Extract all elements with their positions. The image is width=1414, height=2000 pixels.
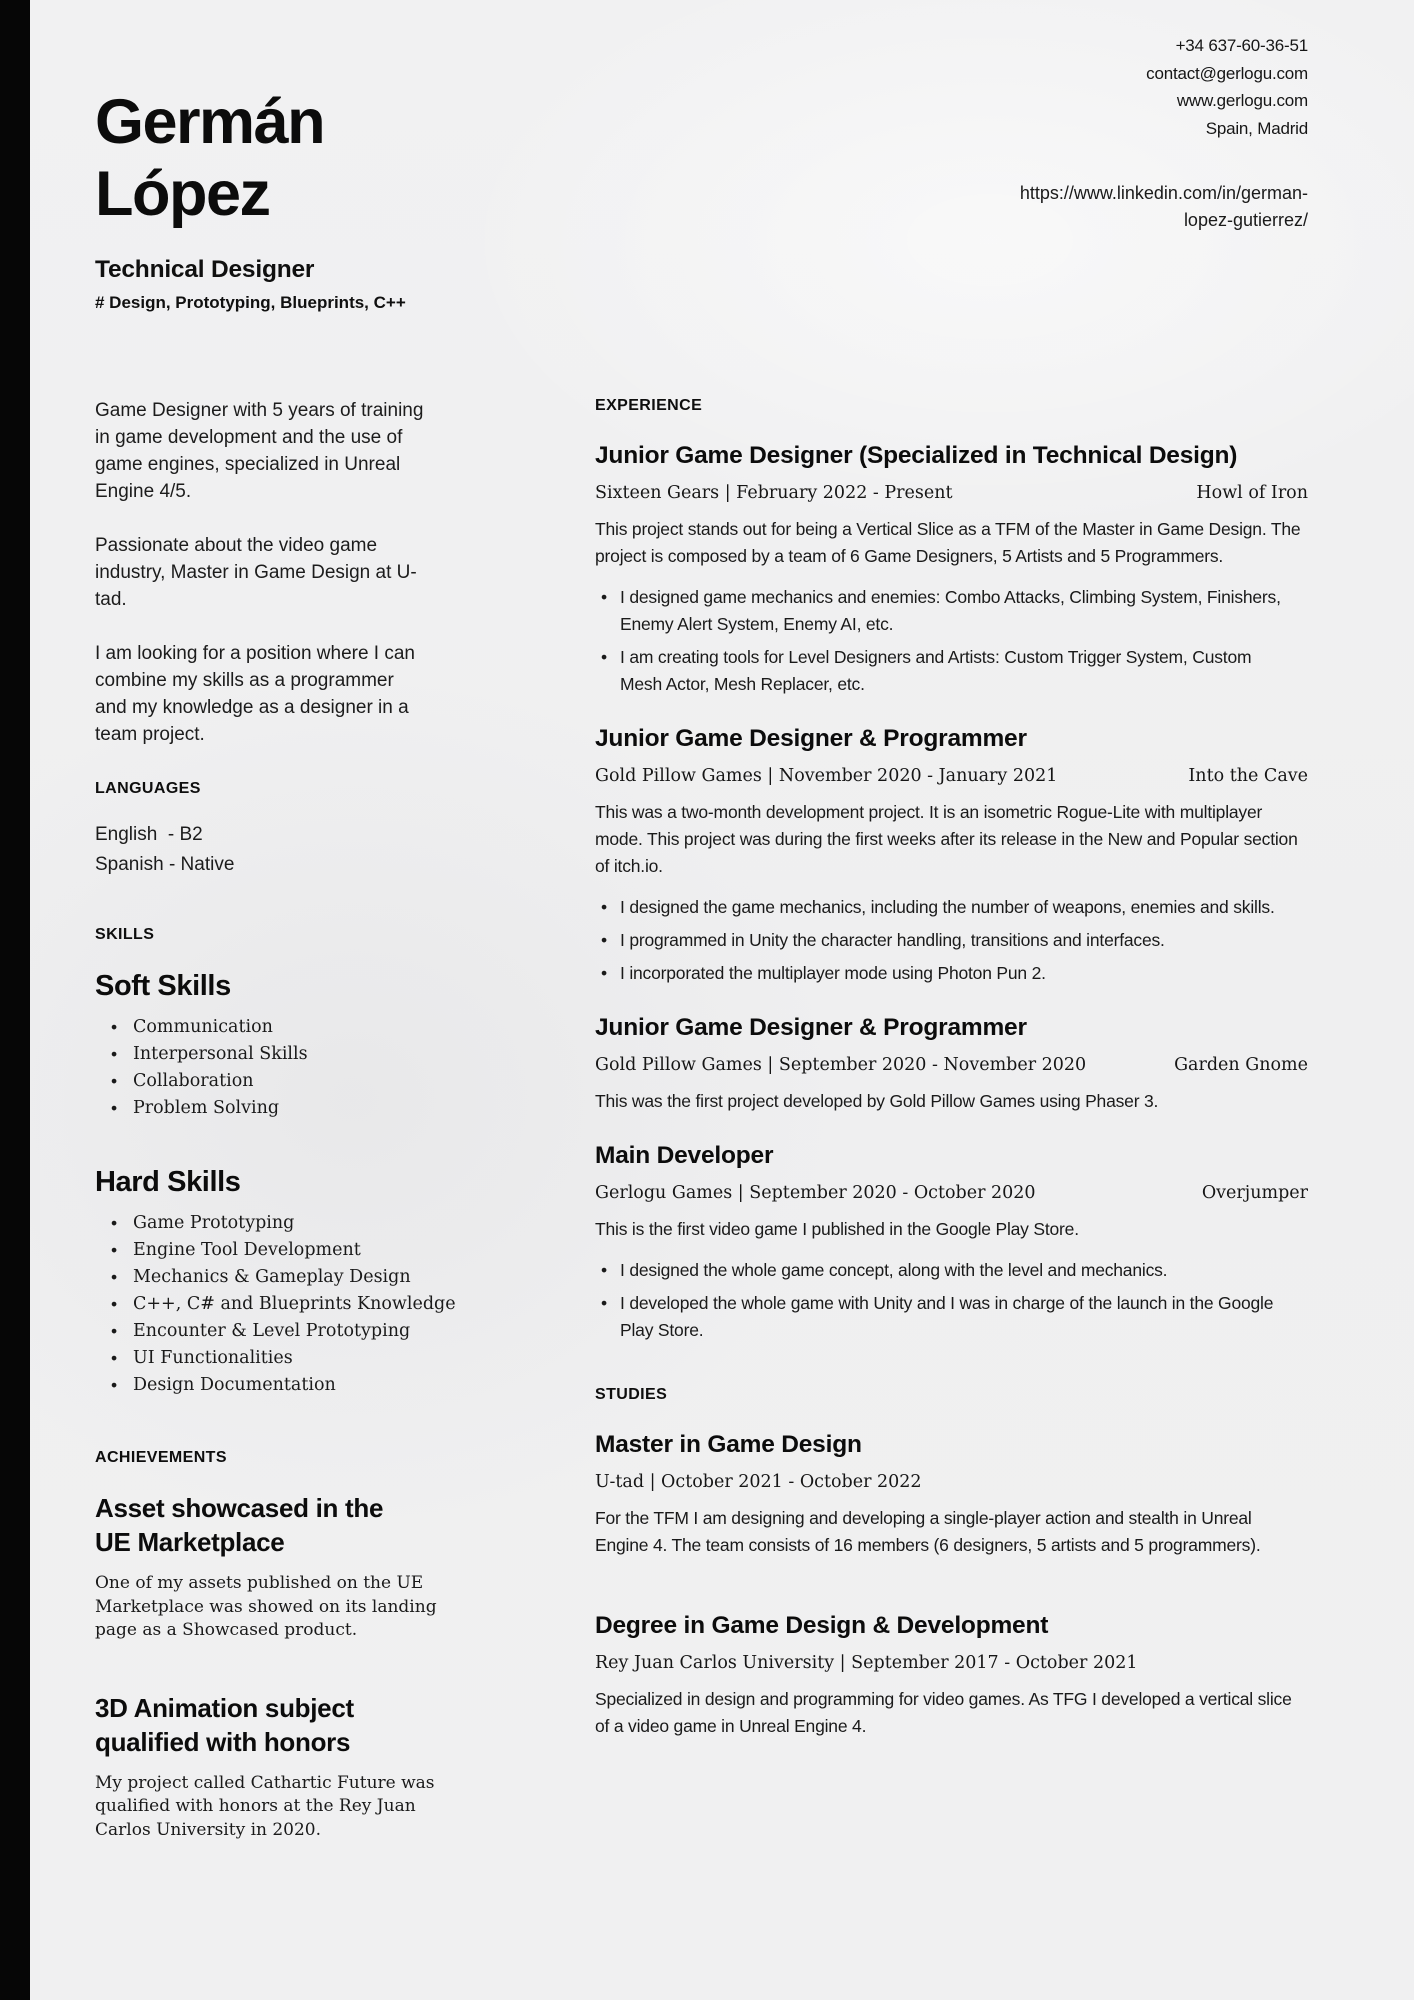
job-project-name: Into the Cave (1188, 766, 1308, 786)
list-item: • Engine Tool Development (95, 1239, 470, 1262)
list-item: • I am creating tools for Level Designers and Artists: Custom Trigger System, Custom Mesh Actor, Mesh Replacer, etc. (595, 644, 1285, 698)
person-name (95, 86, 406, 230)
study-entry (595, 1609, 1308, 1740)
phone-text: +34 637-60-36-51 (1175, 36, 1308, 55)
left-column (95, 397, 470, 1842)
experience-entry (595, 439, 1308, 698)
soft-skills-heading: Soft Skills (95, 970, 231, 1002)
job-title: Junior Game Designer (Specialized in Technical Design) (595, 442, 1238, 469)
section-label-languages: LANGUAGES (95, 780, 201, 797)
left-accent-bar (0, 0, 30, 2000)
list-item: • Mechanics & Gameplay Design (95, 1266, 470, 1289)
experience-entry (595, 1011, 1308, 1115)
summary-paragraph: Game Designer with 5 years of training in game development and the use of game engines, specialized in Unreal Engine 4/5. (95, 400, 424, 502)
list-item: • Communication (95, 1016, 470, 1039)
soft-skills-list (95, 1016, 470, 1120)
study-title: Master in Game Design (595, 1431, 862, 1458)
job-company-period: Gold Pillow Games | September 2020 - November 2020 (595, 1055, 1087, 1075)
list-item: • Design Documentation (95, 1374, 470, 1397)
list-item: • I incorporated the multiplayer mode using Photon Pun 2. (595, 960, 1285, 987)
job-bullet-list (595, 584, 1308, 698)
job-company-period: Gerlogu Games | September 2020 - October 2020 (595, 1183, 1036, 1203)
resume-page (95, 0, 1308, 1842)
job-title: Junior Game Designer & Programmer (595, 725, 1027, 752)
job-description: This was a two-month development project. It is an isometric Rogue-Lite with multiplayer mode. This project was during the first weeks after its release in the New and Popular section of itch.io. (595, 802, 1298, 876)
achievement-heading: 3D Animation subject qualified with honors (95, 1692, 354, 1757)
list-item: • C++, C# and Blueprints Knowledge (95, 1293, 470, 1316)
list-item: • I designed the whole game concept, along with the level and mechanics. (595, 1257, 1285, 1284)
section-label-experience: EXPERIENCE (595, 397, 703, 414)
job-company-period: Gold Pillow Games | November 2020 - January 2021 (595, 766, 1058, 786)
study-description: For the TFM I am designing and developing a single-player action and stealth in Unreal Engine 4. The team consists of 16 members (6 designers, 5 artists and 5 programmers). (595, 1508, 1261, 1555)
linkedin-url[interactable] (998, 180, 1308, 234)
list-item: • Encounter & Level Prototyping (95, 1320, 470, 1343)
study-title: Degree in Game Design & Development (595, 1612, 1049, 1639)
job-title: Main Developer (595, 1142, 774, 1169)
study-meta: U-tad | October 2021 - October 2022 (595, 1472, 922, 1492)
name-last-line: López (95, 159, 270, 229)
specialties-tagline: # Design, Prototyping, Blueprints, C++ (95, 293, 406, 312)
list-item: • UI Functionalities (95, 1347, 470, 1370)
job-bullet-list (595, 1257, 1308, 1344)
job-project-name: Garden Gnome (1174, 1055, 1308, 1075)
study-description: Specialized in design and programming for video games. As TFG I developed a vertical slice of a video game in Unreal Engine 4. (595, 1689, 1292, 1736)
list-item: • Interpersonal Skills (95, 1043, 470, 1066)
list-item: • I developed the whole game with Unity and I was in charge of the launch in the Google Play Store. (595, 1290, 1285, 1344)
job-meta (595, 1183, 1308, 1203)
job-meta (595, 483, 1308, 503)
job-project-name: Overjumper (1201, 1183, 1308, 1203)
name-first-line: Germán (95, 87, 325, 157)
study-meta: Rey Juan Carlos University | September 2017 - October 2021 (595, 1653, 1138, 1673)
achievement-item (95, 1691, 470, 1843)
summary-paragraph: Passionate about the video game industry, Master in Game Design at U-tad. (95, 535, 417, 610)
achievement-heading: Asset showcased in the UE Marketplace (95, 1493, 384, 1557)
list-item: • Collaboration (95, 1070, 470, 1093)
main-columns (95, 397, 1308, 1842)
languages-list (95, 820, 470, 880)
list-item: • Problem Solving (95, 1097, 470, 1120)
job-company-period: Sixteen Gears | February 2022 - Present (595, 483, 953, 503)
job-title: Junior Game Designer & Programmer (595, 1014, 1027, 1041)
hard-skills-list (95, 1212, 470, 1397)
section-label-achievements: ACHIEVEMENTS (95, 1449, 227, 1466)
study-entry (595, 1428, 1308, 1559)
header (95, 0, 1308, 313)
job-description: This is the first video game I published in the Google Play Store. (595, 1219, 1079, 1239)
job-bullet-list (595, 894, 1308, 987)
summary-paragraph: I am looking for a position where I can combine my skills as a programmer and my knowledge as a designer in a team project. (95, 643, 416, 745)
job-description: This project stands out for being a Vertical Slice as a TFM of the Master in Game Design. The project is composed by a team of 6 Game Designers, 5 Artists and 5 Programmers. (595, 519, 1301, 566)
experience-entry (595, 722, 1308, 987)
section-label-skills: SKILLS (95, 926, 155, 943)
language-item: English - B2 (95, 824, 203, 845)
hard-skills-heading: Hard Skills (95, 1166, 241, 1198)
achievement-body: One of my assets published on the UE Marketplace was showed on its landing page as a Showcased product. (95, 1573, 437, 1640)
experience-entry (595, 1139, 1308, 1344)
name-block (95, 0, 406, 313)
linkedin-url-line2[interactable]: lopez-gutierrez/ (1183, 210, 1308, 230)
linkedin-url-line1[interactable]: https://www.linkedin.com/in/german- (1019, 183, 1308, 203)
section-label-studies: STUDIES (595, 1386, 668, 1403)
list-item: • Game Prototyping (95, 1212, 470, 1235)
list-item: • I designed game mechanics and enemies: Combo Attacks, Climbing System, Finishers, Enemy Alert System, Enemy AI, etc. (595, 584, 1285, 638)
contact-block (988, 0, 1308, 313)
right-column (595, 397, 1308, 1842)
language-item: Spanish - Native (95, 854, 235, 875)
list-item: • I designed the game mechanics, including the number of weapons, enemies and skills. (595, 894, 1285, 921)
role-title: Technical Designer (95, 256, 315, 283)
job-project-name: Howl of Iron (1196, 483, 1308, 503)
job-meta (595, 1055, 1308, 1075)
email-link[interactable]: contact@gerlogu.com (1146, 63, 1308, 83)
website-link[interactable]: www.gerlogu.com (1176, 91, 1308, 110)
summary (95, 397, 470, 748)
list-item: • I programmed in Unity the character handling, transitions and interfaces. (595, 927, 1285, 954)
location-text: Spain, Madrid (1205, 118, 1308, 138)
job-meta (595, 766, 1308, 786)
achievement-body: My project called Cathartic Future was qualified with honors at the Rey Juan Carlos University in 2020. (95, 1772, 435, 1840)
job-description: This was the first project developed by Gold Pillow Games using Phaser 3. (595, 1091, 1159, 1111)
achievement-item (95, 1491, 470, 1643)
